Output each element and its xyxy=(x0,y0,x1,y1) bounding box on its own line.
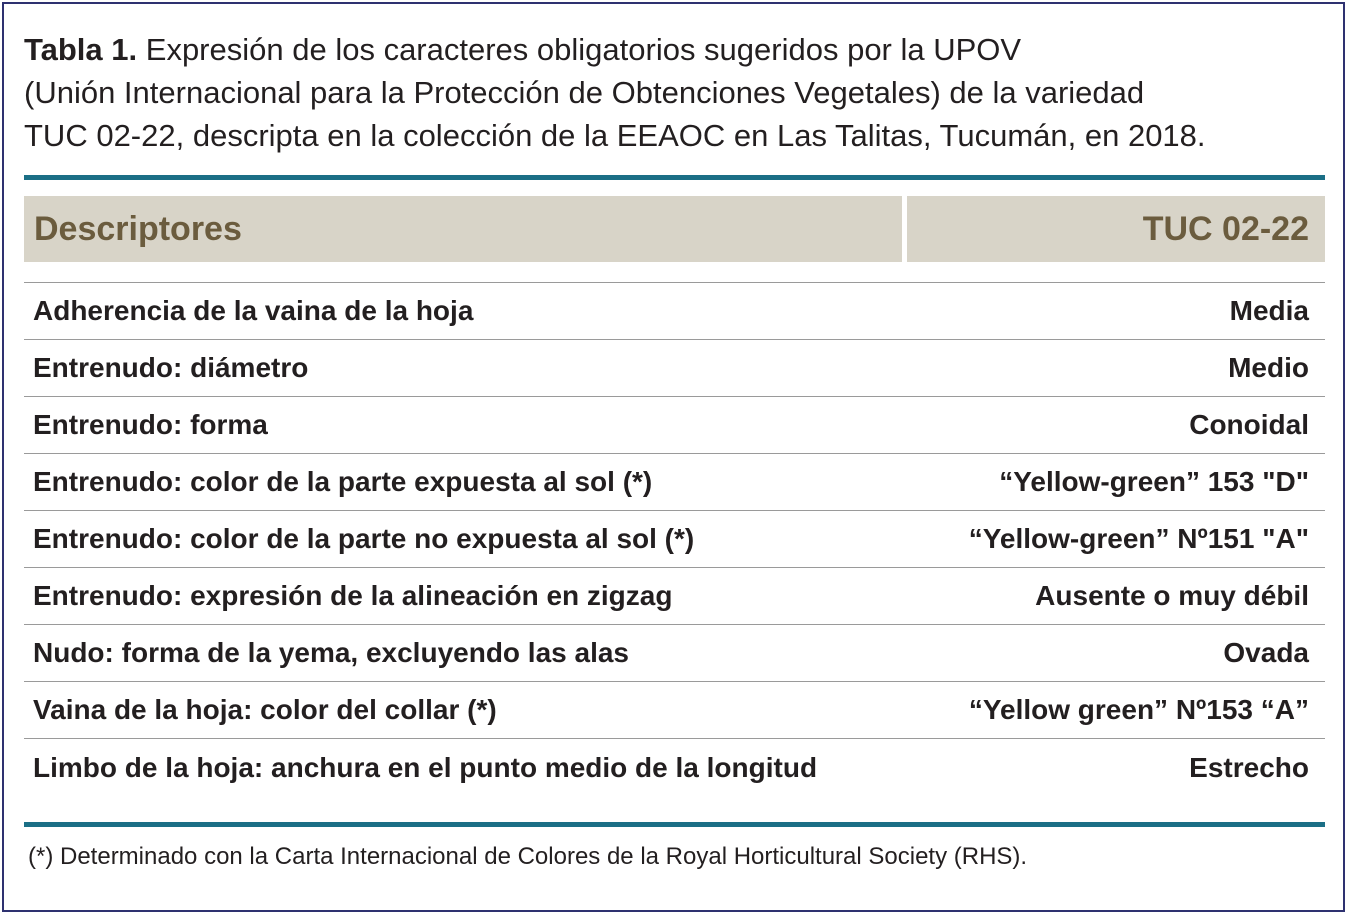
row-descriptor: Vaina de la hoja: color del collar (*) xyxy=(33,694,497,725)
row-value: Ovada xyxy=(1223,637,1309,668)
table-row xyxy=(24,682,1325,739)
row-descriptor: Entrenudo: expresión de la alineación en zigzag xyxy=(33,580,673,611)
bottom-rule xyxy=(24,822,1325,827)
table-row xyxy=(24,625,1325,682)
row-descriptor: Entrenudo: color de la parte no expuesta al sol (*) xyxy=(33,523,695,554)
table-row xyxy=(24,511,1325,568)
header-variety: TUC 02-22 xyxy=(907,196,1325,262)
caption-line-3: TUC 02-22, descripta en la colección de la EEAOC en Las Talitas, Tucumán, en 2018. xyxy=(24,118,1206,153)
table-row xyxy=(24,568,1325,625)
row-descriptor: Entrenudo: diámetro xyxy=(33,352,309,383)
table-footnote: (*) Determinado con la Carta Internacional de Colores de la Royal Horticultural Society (RHS). xyxy=(28,843,1028,870)
row-descriptor: Entrenudo: forma xyxy=(33,409,268,440)
row-descriptor: Entrenudo: color de la parte expuesta al sol (*) xyxy=(33,466,653,497)
caption-line-2: (Unión Internacional para la Protección de Obtenciones Vegetales) de la variedad xyxy=(24,75,1145,110)
row-value: “Yellow-green” 153 "D" xyxy=(999,466,1309,497)
header-descriptores: Descriptores xyxy=(24,196,902,262)
caption-label: Tabla 1. xyxy=(24,32,138,67)
caption-line-1: Expresión de los caracteres obligatorios sugeridos por la UPOV xyxy=(145,32,1022,67)
row-descriptor: Adherencia de la vaina de la hoja xyxy=(33,295,474,326)
table-body xyxy=(24,282,1325,796)
row-value: Conoidal xyxy=(1189,409,1309,440)
table-row xyxy=(24,397,1325,454)
row-value: Media xyxy=(1229,295,1309,326)
table-row xyxy=(24,739,1325,796)
table-row xyxy=(24,454,1325,511)
row-value: Ausente o muy débil xyxy=(1035,580,1309,611)
table-row xyxy=(24,283,1325,340)
row-value: “Yellow-green” Nº151 "A" xyxy=(968,523,1309,554)
row-descriptor: Limbo de la hoja: anchura en el punto medio de la longitud xyxy=(33,751,818,783)
row-descriptor: Nudo: forma de la yema, excluyendo las alas xyxy=(33,637,629,668)
top-rule xyxy=(24,175,1325,180)
table-row xyxy=(24,340,1325,397)
table-caption xyxy=(24,28,1334,157)
row-value: Estrecho xyxy=(1189,751,1309,783)
row-value: Medio xyxy=(1228,352,1309,383)
row-value: “Yellow green” Nº153 “A” xyxy=(968,694,1309,725)
